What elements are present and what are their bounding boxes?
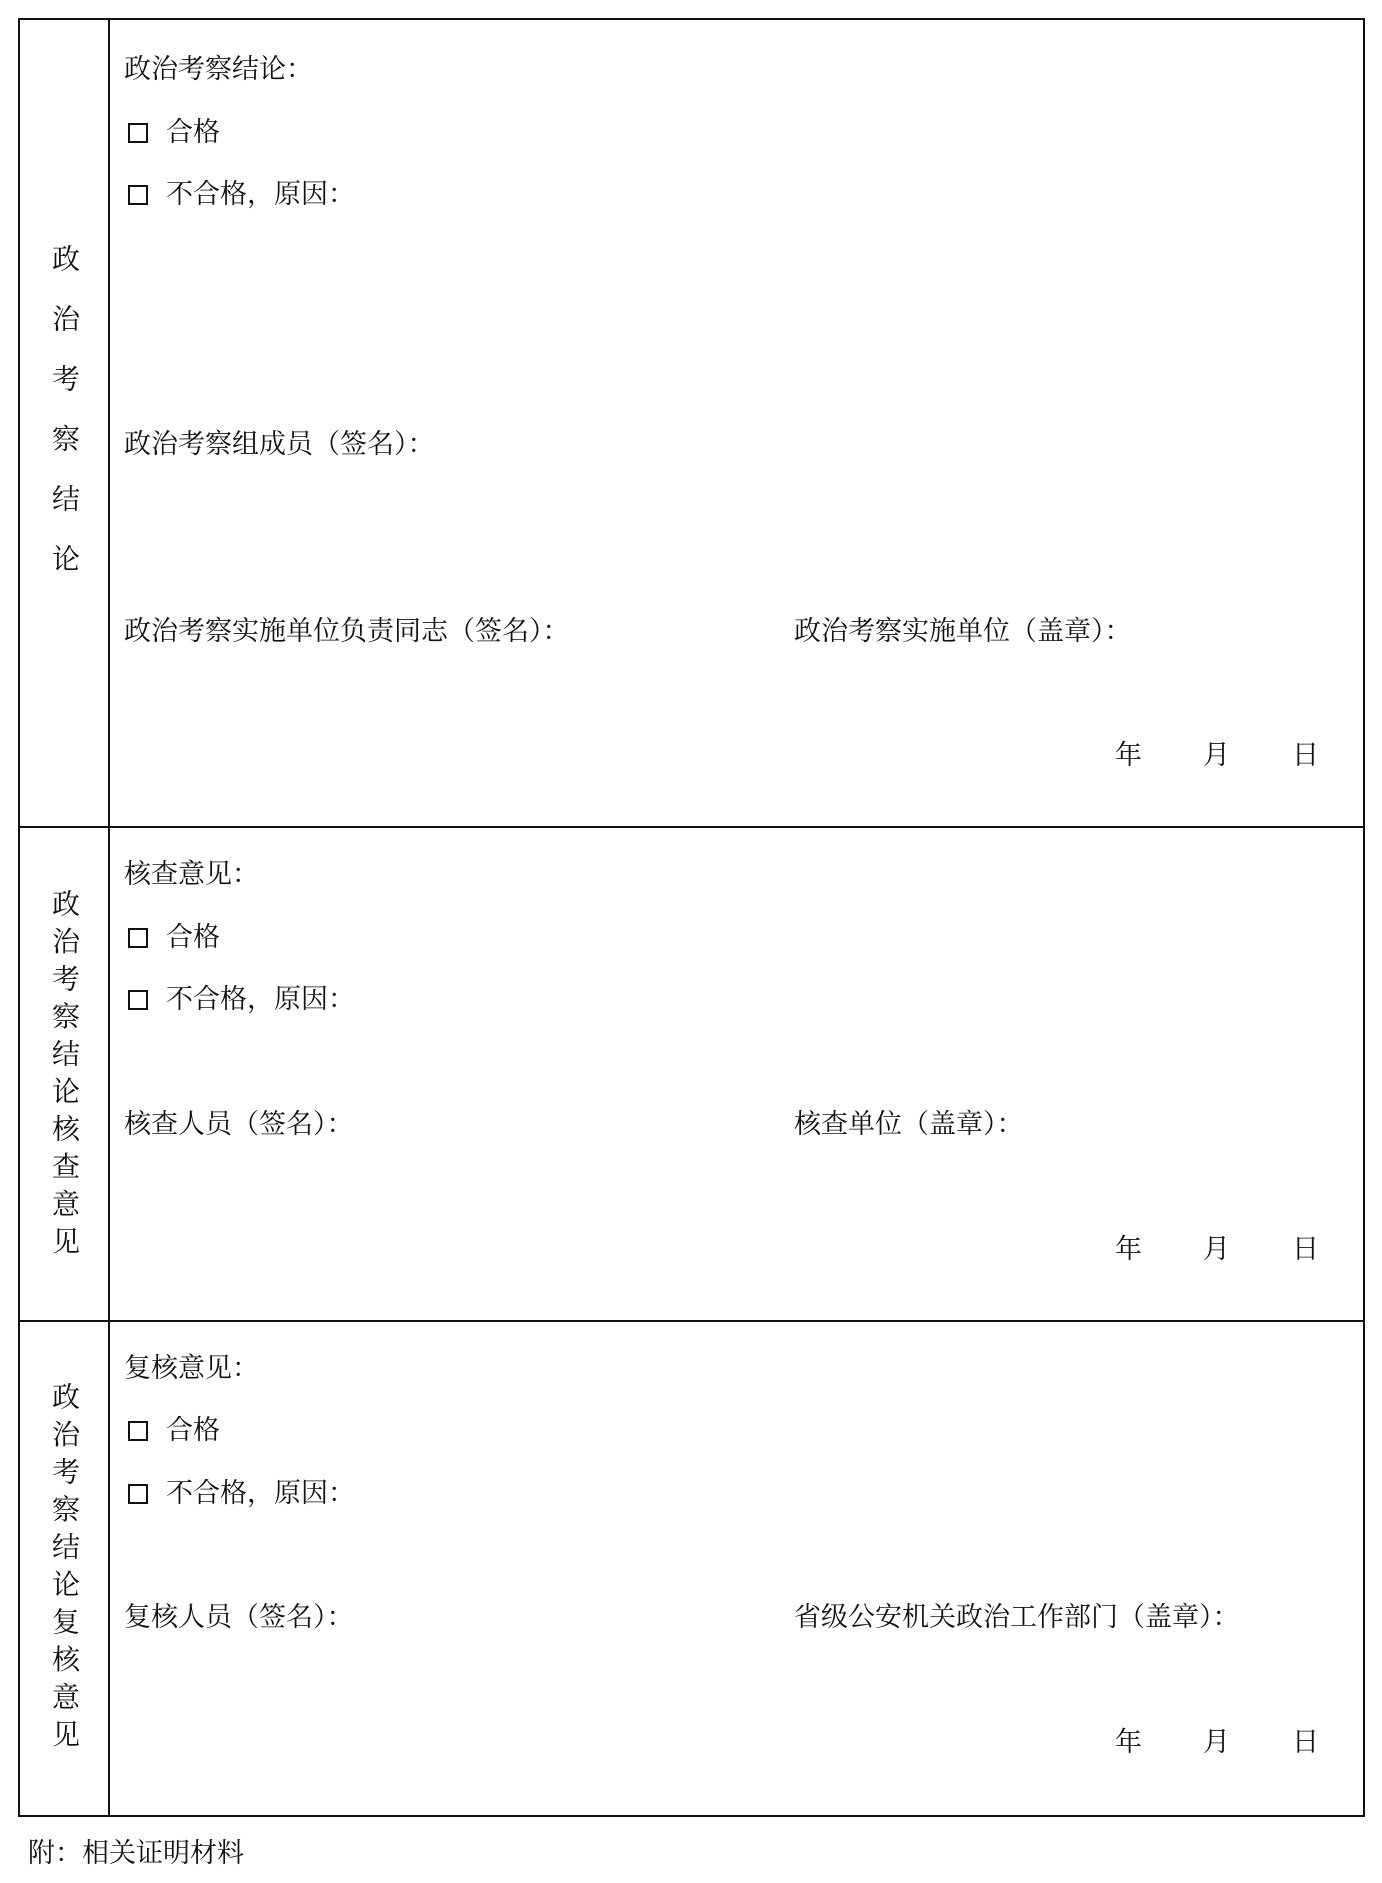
option-fail-label: 不合格，原因： [166,984,355,1015]
verification-option-pass[interactable] [128,922,220,954]
unit-seal-label: 政治考察实施单位（盖章）： [794,616,1132,647]
section-verification-label-cell [20,828,110,1324]
verification-heading: 核查意见： [124,859,259,890]
checkbox-icon[interactable] [128,1484,148,1504]
provincial-dept-seal-label: 省级公安机关政治工作部门（盖章）： [794,1602,1240,1633]
conclusion-heading: 政治考察结论： [124,54,313,85]
date-day: 日 [1292,1727,1319,1758]
date-year: 年 [1115,1234,1142,1265]
conclusion-option-fail[interactable] [128,179,355,211]
section-review-side-label: 政治考察结论复核意见 [48,1382,81,1757]
option-pass-label: 合格 [166,1415,220,1446]
checkbox-icon[interactable] [128,1421,148,1441]
checkbox-icon[interactable] [128,123,148,143]
date-month: 月 [1203,1727,1230,1758]
date-year: 年 [1115,740,1142,771]
option-fail-label: 不合格，原因： [166,179,355,210]
reviewer-signature-label: 复核人员（签名）： [124,1602,354,1633]
checkbox-icon[interactable] [128,185,148,205]
section-conclusion-side-label: 政治考察结论 [48,244,81,604]
conclusion-option-pass[interactable] [128,117,220,149]
review-option-fail[interactable] [128,1478,355,1510]
checkbox-icon[interactable] [128,990,148,1010]
date-year: 年 [1115,1727,1142,1758]
review-option-pass[interactable] [128,1415,220,1447]
section-verification-side-label: 政治考察结论核查意见 [48,888,81,1264]
attachment-note: 附：相关证明材料 [28,1838,244,1869]
responsible-signature-label: 政治考察实施单位负责同志（签名）： [124,616,570,647]
date-day: 日 [1292,740,1319,771]
section-conclusion-label-cell [20,20,110,828]
verification-option-fail[interactable] [128,984,355,1016]
checkbox-icon[interactable] [128,928,148,948]
option-pass-label: 合格 [166,922,220,953]
date-month: 月 [1203,740,1230,771]
option-pass-label: 合格 [166,117,220,148]
date-day: 日 [1292,1234,1319,1265]
section-verification [20,826,1363,1324]
section-review-label-cell [20,1322,110,1817]
members-signature-label: 政治考察组成员（签名）： [124,429,435,460]
date-month: 月 [1203,1234,1230,1265]
option-fail-label: 不合格，原因： [166,1478,355,1509]
political-review-form [18,18,1365,1817]
section-review [20,1320,1363,1817]
verification-unit-seal-label: 核查单位（盖章）： [794,1109,1024,1140]
section-conclusion [20,20,1363,828]
verifier-signature-label: 核查人员（签名）： [124,1109,354,1140]
review-heading: 复核意见： [124,1353,259,1384]
